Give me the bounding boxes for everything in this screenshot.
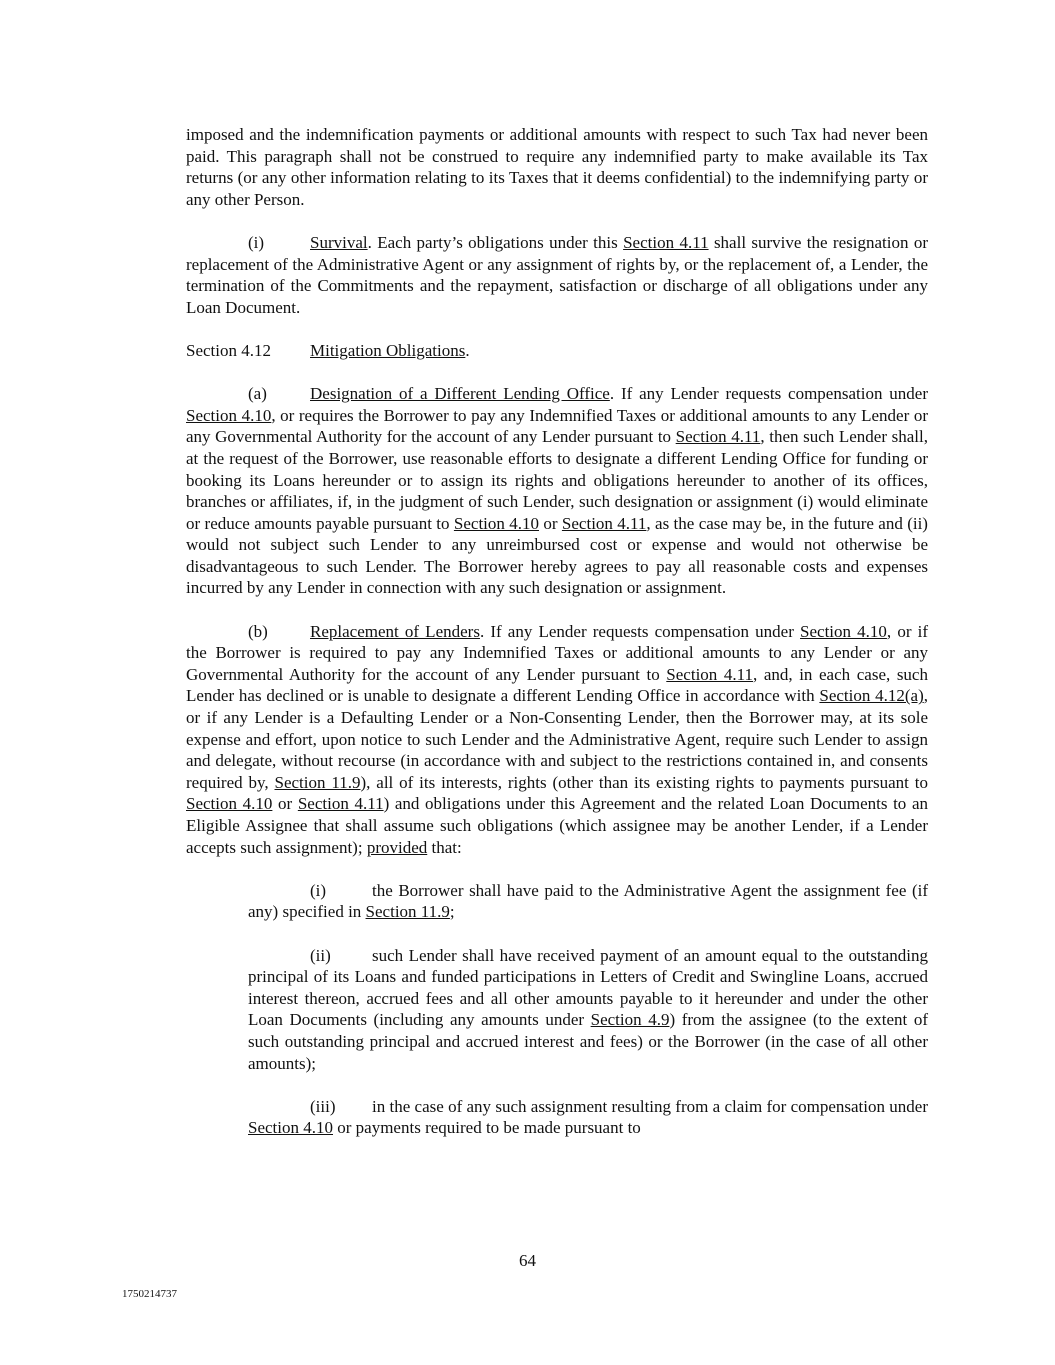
clause-number: (i) [310, 880, 327, 900]
document-id: 1750214737 [122, 1288, 177, 1300]
section-reference: Section 4.10 [800, 621, 887, 641]
paragraph-survival: (i) Survival. Each party’s obligations under this Section 4.11 shall survive the resignation or replacement of the Administrative Agent or any assignment of rights by, or the replacement of, a Lender, the termination of the Commitments and the repayment, satisfaction or discharge of all obligations under any Loan Document. [186, 232, 928, 317]
section-reference: Section 4.11 [666, 664, 753, 684]
section-reference: Section 4.10 [186, 405, 272, 425]
paragraph-text: imposed and the indemnification payments or additional amounts with respect to such Tax had never been paid. This paragraph shall not be construed to require any indemnified party to make available its Tax returns (or any other information relating to its Taxes that it deems confidential) to the indemnifying party or any other Person. [186, 125, 928, 209]
section-reference: Section 11.9 [365, 902, 450, 922]
clause-heading: Survival [310, 232, 368, 252]
clause-heading: Designation of a Different Lending Office [310, 384, 610, 404]
clause-number: (a) [248, 384, 267, 404]
section-reference: Section 4.10 [453, 513, 540, 533]
section-reference: Section 4.12(a) [819, 686, 924, 706]
page-number: 64 [519, 1251, 536, 1270]
clause-heading: Replacement of Lenders [310, 621, 480, 641]
subclause-iii: (iii) in the case of any such assignment resulting from a claim for compensation under Section 4.10 or payments required to be made pursuant to [248, 1096, 928, 1138]
section-reference: Section 11.9 [274, 772, 361, 792]
section-reference: Section 4.11 [297, 794, 384, 814]
paragraph-tax-continuation [186, 124, 928, 210]
provided-term: provided [366, 837, 428, 857]
clause-number: (i) [248, 232, 265, 252]
subclause-ii: (ii) such Lender shall have received payment of an amount equal to the outstanding principal of its Loans and funded participations in Letters of Credit and Swingline Loans, accrued interest thereon, accrued fees and all other amounts payable to it hereunder and under the other Loan Documents (including any amounts under Section 4.9) from the assignee (to the extent of such outstanding principal and accrued interest and fees) or the Borrower (in the case of all other amounts); [248, 945, 928, 1073]
paragraph-b: (b) Replacement of Lenders. If any Lender requests compensation under Section 4.10, or if the Borrower is required to pay any Indemnified Taxes or additional amounts to any Lender or any Governmental Authority for the account of any Lender pursuant to Section 4.11, and, in each case, such Lender has declined or is unable to designate a different Lending Office in accordance with Section 4.12(a), or if any Lender is a Defaulting Lender or a Non-Consenting Lender, then the Borrower may, at its sole expense and effort, upon notice to such Lender and the Administrative Agent, require such Lender to assign and delegate, without recourse (in accordance with and subject to the restrictions contained in, and consents required by, Section 11.9), all of its interests, rights (other than its existing rights to payments pursuant to Section 4.10 or Section 4.11) and obligations under this Agreement and the related Loan Documents to an Eligible Assignee that shall assume such obligations (which assignee may be another Lender, if a Lender accepts such assignment); provided that: [186, 621, 929, 857]
section-heading-4-12: Section 4.12 Mitigation Obligations. [186, 340, 470, 360]
paragraph-a: (a) Designation of a Different Lending Office. If any Lender requests compensation under Section 4.10, or requires the Borrower to pay any Indemnified Taxes or additional amounts to any Lender or any Governmental Authority for the account of any Lender pursuant to Section 4.11, then such Lender shall, at the request of the Borrower, use reasonable efforts to designate a different Lending Office for funding or booking its Loans hereunder or to assign its rights and obligations hereunder to another of its offices, branches or affiliates, if, in the judgment of such Lender, such designation or assignment (i) would eliminate or reduce amounts payable pursuant to Section 4.10 or Section 4.11, as the case may be, in the future and (ii) would not subject such Lender to any unreimbursed cost or expense and would not otherwise be disadvantageous to such Lender. The Borrower hereby agrees to pay all reasonable costs and expenses incurred by any Lender in connection with any such designation or assignment. [186, 384, 929, 598]
section-reference: Section 4.9 [590, 1010, 670, 1030]
section-reference: Section 4.10 [186, 794, 273, 814]
clause-number: (iii) [310, 1096, 336, 1116]
section-reference: Section 4.11 [561, 513, 647, 533]
clause-number: (ii) [310, 945, 331, 965]
section-reference: Section 4.11 [623, 232, 709, 252]
clause-number: (b) [248, 621, 268, 641]
section-title: Mitigation Obligations [310, 340, 466, 360]
subclause-i: (i) the Borrower shall have paid to the Administrative Agent the assignment fee (if any) specified in Section 11.9; [248, 880, 928, 922]
section-reference: Section 4.10 [248, 1118, 333, 1138]
section-number: Section 4.12 [186, 340, 271, 360]
section-reference: Section 4.11 [675, 427, 761, 447]
document-body [186, 124, 928, 1161]
